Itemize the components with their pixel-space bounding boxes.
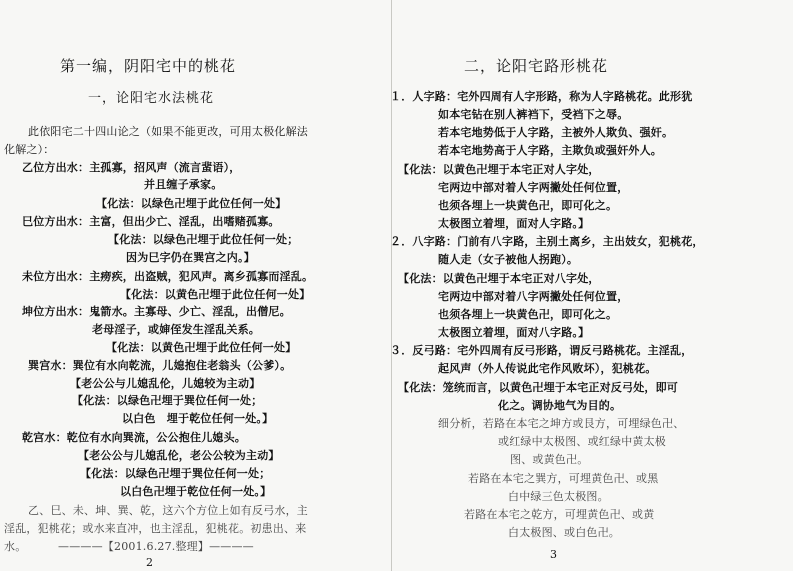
remedy-line: 【化法：以黄色卍埋于此位任何一处】	[106, 341, 297, 354]
remedy-line: 【化法：以绿色卍埋于巽位任何一处；	[72, 394, 263, 407]
text-line: 坤位方出水：鬼箭水。主寡母、少亡、淫乱，出僧尼。	[22, 305, 291, 318]
remedy-line: 太极图立着埋，面对人字路。】	[438, 217, 590, 230]
text-line: 细分析，若路在本宅之坤方或艮方，可埋绿色卍、	[438, 417, 685, 430]
remedy-line: 太极图立着埋，面对八字路。】	[438, 326, 590, 339]
text-line: 若路在本宅之巽方，可埋黄色卍、或黑	[468, 472, 659, 485]
text-line: 白中绿三色太极图。	[508, 490, 609, 503]
text-line: 水。	[4, 540, 27, 553]
remedy-line: 【化法：以黄色卍埋于本宅正对八字处，	[398, 272, 600, 285]
remedy-line: 以白色卍埋于乾位任何一处。】	[120, 485, 272, 498]
remedy-line: 【化法：笼统而言，以黄色卍埋于本宅正对反弓处，即可	[398, 381, 678, 394]
chapter-title: 二，论阳宅路形桃花	[464, 57, 609, 75]
text-line: 若路在本宅之乾方，可埋黄色卍、或黄	[464, 508, 655, 521]
chapter-title: 第一编，阴阳宅中的桃花	[60, 57, 237, 75]
intro-line: 化解之）：	[4, 143, 55, 156]
remedy-line: 宅两边中部对着人字两撇处任何位置，	[438, 181, 629, 194]
text-line: 淫乱，犯桃花；或水来直冲，也主淫乱，犯桃花。初患出、来	[4, 522, 307, 535]
text-line: 白太极图、或白色卍。	[508, 526, 620, 539]
text-line: 并且缠子承家。	[144, 178, 223, 191]
text-line: 巳位方出水：主富，但出少亡、淫乱，出嗜赌孤寡。	[22, 215, 280, 228]
remedy-line: 以白色 埋于乾位任何一处。】	[122, 412, 274, 425]
remedy-line: 【化法：以绿色卍埋于巽位任何一处；	[80, 467, 271, 480]
remedy-line: 宅两边中部对着八字两撇处任何位置，	[438, 290, 629, 303]
text-line: 或红绿中太极图、或红绿中黄太极	[498, 435, 666, 448]
remedy-line: 因为巳字仍在巽宫之内。】	[126, 251, 255, 264]
text-line: 乙位方出水：主孤寡，招风声（流言蜚语），	[22, 161, 241, 174]
remedy-line: 【老公公与儿媳乱伦，老公公较为主动】	[78, 449, 280, 462]
date-note: ————【2001.6.27.整理】————	[58, 540, 254, 553]
remedy-line: 【化法：以黄色卍埋于此位任何一处】	[120, 288, 311, 301]
remedy-line: 【化法：以黄色卍埋于本宅正对人字处，	[398, 163, 600, 176]
intro-line: 此依阳宅二十四山论之（如果不能更改，可用太极化解法	[28, 125, 308, 138]
text-line: 乙、巳、未、坤、巽、乾，这六个方位上如有反弓水，主	[28, 504, 308, 517]
page-number: 3	[550, 548, 557, 561]
text-line: ３．反弓路：宅外四周有反弓形路，谓反弓路桃花。主淫乱，	[390, 344, 693, 357]
left-page	[0, 0, 392, 571]
text-line: 巽宫水：巽位有水向乾流，儿媳抱住老翁头（公爹）。	[28, 359, 292, 372]
text-line: ２．八字路：门前有八字路，主别土离乡，主出妓女，犯桃花，	[390, 235, 704, 248]
text-line: 若本宅地势低于人字路，主被外人欺负、强奸。	[438, 126, 674, 139]
text-line: 图、或黄色卍。	[510, 453, 589, 466]
right-page	[392, 0, 793, 571]
text-line: 起风声（外人传说此宅作风败坏），犯桃花。	[438, 362, 657, 375]
text-line: 老母淫子，或婶侄发生淫乱关系。	[92, 323, 260, 336]
remedy-line: 也须各埋上一块黄色卍，即可化之。	[438, 308, 618, 321]
text-line: 随人走（女子被他人拐跑）。	[438, 253, 579, 266]
remedy-line: 【老公公与儿媳乱伦，儿媳较为主动】	[70, 377, 261, 390]
remedy-line: 化之。调协地气为目的。	[498, 399, 622, 412]
remedy-line: 也须各埋上一块黄色卍，即可化之。	[438, 199, 618, 212]
text-line: 未位方出水：主痨疾，出盗贼，犯风声。离乡孤寡而淫乱。	[22, 270, 314, 283]
text-line: １．人字路：宅外四周有人字形路，称为人字路桃花。此形犹	[390, 90, 693, 103]
section-title: 一，论阳宅水法桃花	[88, 91, 215, 106]
text-line: 乾宫水：乾位有水向巽流，公公抱住儿媳头。	[22, 431, 246, 444]
remedy-line: 【化法：以绿色卍埋于此位任何一处；	[108, 233, 299, 246]
page-number: 2	[146, 556, 153, 569]
text-line: 如本宅钻在别人裤裆下，受裆下之辱。	[438, 108, 629, 121]
text-line: 若本宅地势高于人字路，主欺负或强奸外人。	[438, 144, 662, 157]
remedy-line: 【化法：以绿色卍埋于此位任何一处】	[96, 197, 287, 210]
